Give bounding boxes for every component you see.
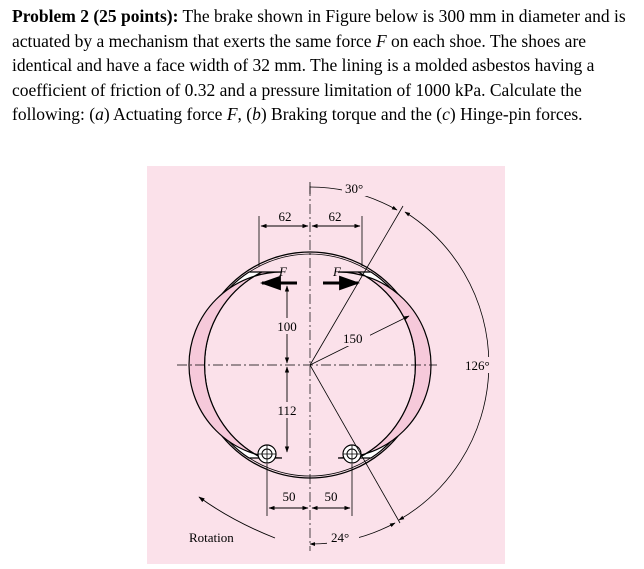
part-a-text: ) Actuating force [103,104,227,125]
brake-diagram [147,166,505,564]
right-hinge-pin [343,445,361,463]
dim-62-left-label: 62 [278,209,292,224]
dim-100-label: 100 [277,319,297,334]
dim-50-right-label: 50 [324,489,338,504]
dim-112-label: 112 [277,403,297,418]
problem-intro: The brake shown in Figure below is 300 mm in diameter and is actuated by a mechanism that exerts the same force [12,6,626,51]
angle-30-label: 30° [345,181,364,196]
part-c-text: ) Hinge-pin forces. [449,104,583,125]
force-symbol-2: F [226,104,238,125]
problem-mid: on each shoe. The shoes are identical and have a face width of 32 mm. The lining is a molded asbestos having a coefficient of friction of 0.32 and a pressure limitation of 1000 kPa. Calculate the following: ( [12,30,595,125]
part-b-letter: b [252,104,261,125]
force-symbol: F [375,30,387,51]
dim-150-label: 150 [343,331,363,346]
force-right-label: F [333,264,341,279]
problem-title: Problem 2 (25 points): [12,6,179,26]
part-a-letter: a [95,104,104,125]
rotation-label: Rotation [189,530,234,545]
force-left-label: F [279,264,287,279]
left-hinge-pin [258,445,276,463]
dim-50-left-label: 50 [282,489,296,504]
angle-24-label: 24° [331,530,350,545]
part-c-letter: c [442,104,450,125]
angle-126-label: 126° [465,358,490,373]
problem-statement [12,4,634,127]
part-b-text: ) Braking torque and the ( [260,104,443,125]
brake-figure [147,166,505,569]
part-b-sep: , ( [237,104,253,125]
dim-62-right-label: 62 [328,209,342,224]
